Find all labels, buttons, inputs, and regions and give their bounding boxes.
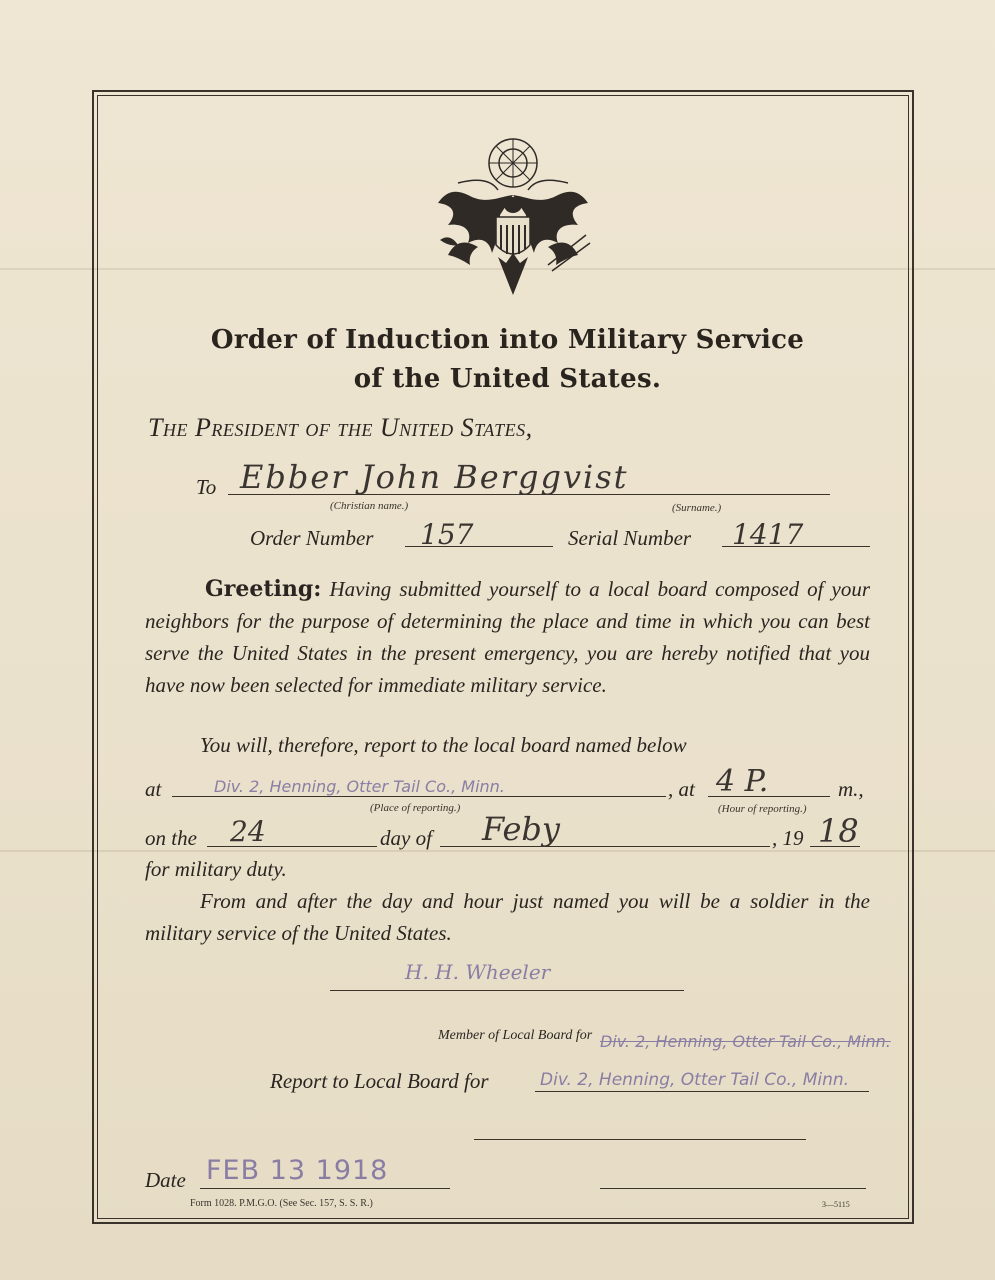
member-board-stamp: Div. 2, Henning, Otter Tail Co., Minn. — [600, 1032, 891, 1051]
footer-signature-line — [600, 1188, 866, 1189]
year-value: 18 — [818, 812, 859, 850]
serial-number-value: 1417 — [732, 518, 804, 551]
year-prefix: , 19 — [772, 826, 804, 850]
month-value: Feby — [482, 810, 560, 848]
at-hour-label: , at — [668, 777, 695, 801]
at-label: at — [145, 777, 162, 801]
greeting-text: Having submitted yourself to a local board composed of your neighbors for the purpose of determining the place and time in which you can best serve the United States in the present emergency, you are hereby notified that you have now been selected for immediate military service. — [145, 577, 870, 697]
blank-line — [474, 1139, 806, 1140]
hour-value: 4 P. — [716, 764, 769, 799]
report-board-stamp: Div. 2, Henning, Otter Tail Co., Minn. — [540, 1070, 850, 1090]
report-instruction: You will, therefore, report to the local board named below — [200, 733, 687, 757]
caption-surname: (Surname.) — [672, 502, 722, 514]
on-the-label: on the — [145, 826, 197, 850]
board-member-signature: H. H. Wheeler — [405, 960, 551, 984]
registrant-name: Ebber John Berggvist — [240, 458, 629, 496]
order-number-label: Order Number — [250, 526, 374, 550]
greeting-paragraph — [145, 573, 870, 701]
order-number-value: 157 — [420, 518, 474, 551]
day-of-label: day of — [380, 826, 432, 850]
member-label: Member of Local Board for — [438, 1028, 593, 1043]
military-duty-text: for military duty. — [145, 857, 287, 881]
document-title: Order of Induction into Military Service — [210, 325, 805, 355]
date-stamp: FEB 13 1918 — [206, 1155, 389, 1186]
signature-line — [330, 990, 684, 991]
soldier-paragraph: From and after the day and hour just named you will be a soldier in the military service of the United States. — [145, 889, 870, 945]
place-line — [172, 796, 666, 797]
m-label: m., — [838, 777, 864, 801]
document-subtitle: of the United States. — [353, 364, 662, 394]
form-number: Form 1028. P.M.G.O. (See Sec. 157, S. S. R.) — [190, 1198, 373, 1209]
date-line — [200, 1188, 450, 1189]
day-value: 24 — [230, 815, 266, 848]
place-stamp: Div. 2, Henning, Otter Tail Co., Minn. — [214, 777, 505, 796]
print-code: 3—5115 — [822, 1200, 850, 1209]
report-board-label: Report to Local Board for — [270, 1069, 489, 1093]
caption-hour: (Hour of reporting.) — [718, 803, 807, 815]
salutation: The President of the United States, — [148, 413, 533, 442]
to-label: To — [196, 475, 217, 499]
date-label: Date — [145, 1168, 186, 1192]
report-board-line — [535, 1091, 869, 1092]
eagle-seal-icon — [428, 135, 598, 305]
serial-number-label: Serial Number — [568, 526, 692, 550]
greeting-word: Greeting: — [205, 576, 322, 602]
caption-place: (Place of reporting.) — [370, 802, 461, 814]
caption-christian-name: (Christian name.) — [330, 500, 409, 512]
